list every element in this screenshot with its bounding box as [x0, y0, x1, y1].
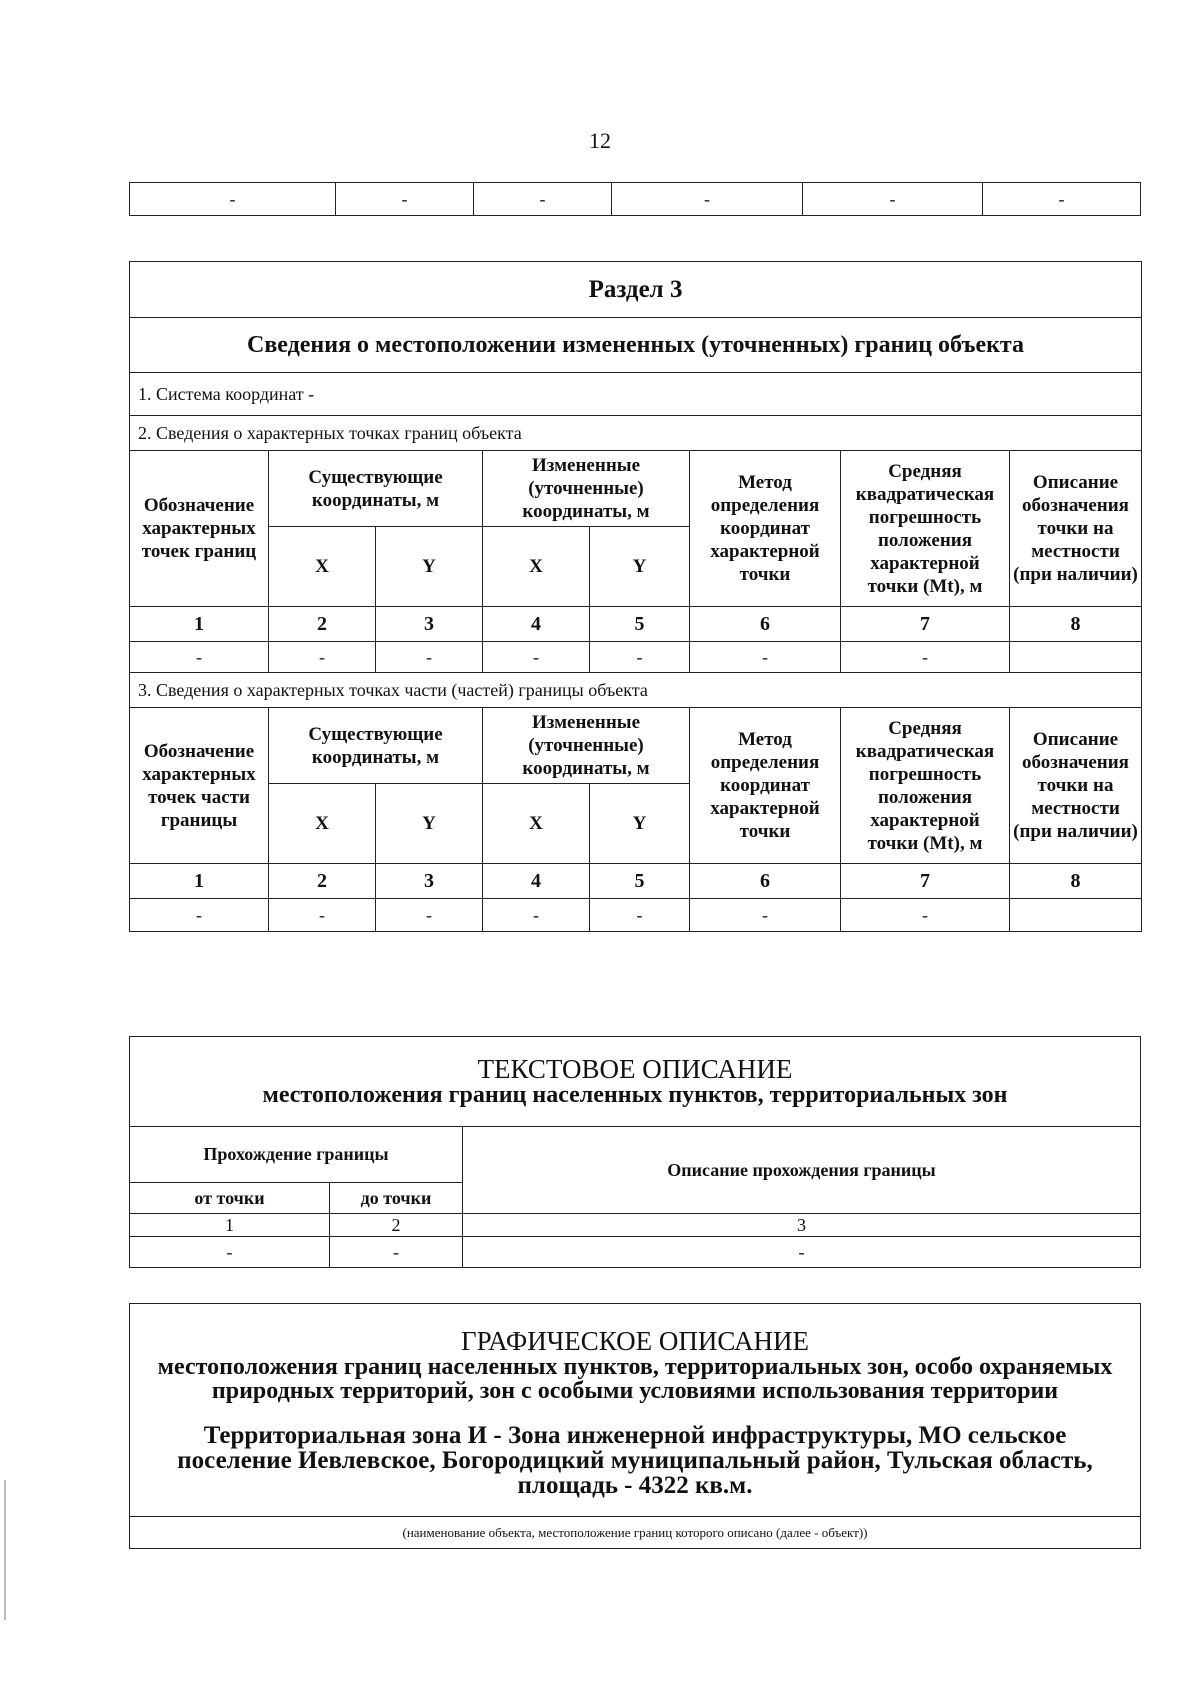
table-cell	[1010, 642, 1142, 673]
column-number: 7	[841, 607, 1010, 642]
graphic-description-header	[130, 1304, 1141, 1517]
column-number: 6	[690, 607, 841, 642]
table-cell: -	[803, 183, 983, 216]
scan-edge-mark	[4, 1480, 6, 1620]
graphic-description-subtitle: местоположения границ населенных пунктов, территориальных зон, особо охраняемых природных территорий, зон с особыми условиями использования территории	[157, 1354, 1113, 1404]
table-cell: -	[130, 642, 269, 673]
table-cell: -	[130, 183, 336, 216]
parts-block-title: 3. Сведения о характерных точках части (частей) границы объекта	[130, 673, 1142, 708]
table-cell: -	[330, 1237, 463, 1268]
table-cell: -	[474, 183, 612, 216]
col-changed-coords: Измененные (уточненные) координаты, м	[483, 451, 690, 527]
column-number: 3	[376, 607, 483, 642]
col-passage-description: Описание прохождения границы	[463, 1127, 1141, 1214]
table-cell: -	[841, 899, 1010, 932]
col-y: Y	[376, 784, 483, 864]
points-block-title: 2. Сведения о характерных точках границ объекта	[130, 416, 1142, 451]
table-cell: -	[590, 899, 690, 932]
table-cell: -	[130, 899, 269, 932]
object-name: Территориальная зона И - Зона инженерной инфраструктуры, МО сельское поселение Иевлевское, Богородицкий муниципальный район, Тульская область, площадь - 4322 кв.м.	[177, 1422, 1093, 1499]
table-cell: -	[841, 642, 1010, 673]
graphic-description-table	[129, 1303, 1141, 1549]
table-cell: -	[483, 642, 590, 673]
table-cell: -	[690, 642, 841, 673]
col-x: X	[269, 784, 376, 864]
table-cell: -	[130, 1237, 330, 1268]
coordinate-system: 1. Система координат -	[130, 373, 1142, 416]
column-number: 8	[1010, 607, 1142, 642]
column-number: 1	[130, 607, 269, 642]
column-number: 1	[130, 864, 269, 899]
table-cell: -	[336, 183, 474, 216]
column-number: 2	[269, 607, 376, 642]
table-row	[130, 642, 1142, 673]
col-x: X	[483, 527, 590, 607]
table-cell: -	[269, 642, 376, 673]
col-y: Y	[376, 527, 483, 607]
column-number: 4	[483, 864, 590, 899]
table-cell	[1010, 899, 1142, 932]
col-x: X	[269, 527, 376, 607]
column-number: 3	[376, 864, 483, 899]
text-description-table	[129, 1036, 1141, 1268]
table-cell: -	[983, 183, 1141, 216]
column-number: 7	[841, 864, 1010, 899]
page-number: 12	[589, 128, 611, 153]
section-subtitle: Сведения о местоположении измененных (уточненных) границ объекта	[130, 318, 1142, 373]
table-cell: -	[376, 899, 483, 932]
col-y: Y	[590, 784, 690, 864]
column-number: 5	[590, 864, 690, 899]
table-cell: -	[590, 642, 690, 673]
section-3-table	[129, 261, 1142, 932]
column-number: 2	[330, 1214, 463, 1237]
table-row	[130, 899, 1142, 932]
object-caption: (наименование объекта, местоположение границ которого описано (далее - объект))	[130, 1517, 1141, 1549]
text-description-title: ТЕКСТОВОЕ ОПИСАНИЕ	[477, 1054, 793, 1084]
graphic-description-title: ГРАФИЧЕСКОЕ ОПИСАНИЕ	[460, 1326, 810, 1356]
col-existing-coords: Существующие координаты, м	[269, 451, 483, 527]
column-number: 8	[1010, 864, 1142, 899]
col-existing-coords: Существующие координаты, м	[269, 708, 483, 784]
table-cell: -	[376, 642, 483, 673]
col-passage: Прохождение границы	[130, 1127, 463, 1183]
column-number: 4	[483, 607, 590, 642]
table-cell: -	[269, 899, 376, 932]
table-row	[130, 1214, 1141, 1237]
col-error: Средняя квадратическая погрешность положения характерной точки (Mt), м	[841, 708, 1010, 864]
col-method: Метод определения координат характерной точки	[690, 708, 841, 864]
column-number: 2	[269, 864, 376, 899]
column-number: 5	[590, 607, 690, 642]
table-row	[130, 1237, 1141, 1268]
col-designation: Обозначение характерных точек границ	[130, 451, 269, 607]
col-method: Метод определения координат характерной точки	[690, 451, 841, 607]
table-row	[130, 607, 1142, 642]
col-description: Описание обозначения точки на местности (при наличии)	[1010, 451, 1142, 607]
table-cell: -	[690, 899, 841, 932]
table-row	[130, 183, 1141, 216]
table-row	[130, 864, 1142, 899]
table-cell: -	[483, 899, 590, 932]
column-number: 6	[690, 864, 841, 899]
col-designation: Обозначение характерных точек части границы	[130, 708, 269, 864]
text-description-header	[130, 1037, 1141, 1127]
section-title: Раздел 3	[130, 262, 1142, 318]
table-cell: -	[612, 183, 803, 216]
col-changed-coords: Измененные (уточненные) координаты, м	[483, 708, 690, 784]
top-continuation-table	[129, 182, 1141, 216]
table-cell: -	[463, 1237, 1141, 1268]
column-number: 1	[130, 1214, 330, 1237]
col-x: X	[483, 784, 590, 864]
column-number: 3	[463, 1214, 1141, 1237]
col-error: Средняя квадратическая погрешность положения характерной точки (Mt), м	[841, 451, 1010, 607]
col-y: Y	[590, 527, 690, 607]
col-description: Описание обозначения точки на местности (при наличии)	[1010, 708, 1142, 864]
col-from-point: от точки	[130, 1183, 330, 1214]
text-description-subtitle: местоположения границ населенных пунктов, территориальных зон	[262, 1082, 1008, 1108]
col-to-point: до точки	[330, 1183, 463, 1214]
